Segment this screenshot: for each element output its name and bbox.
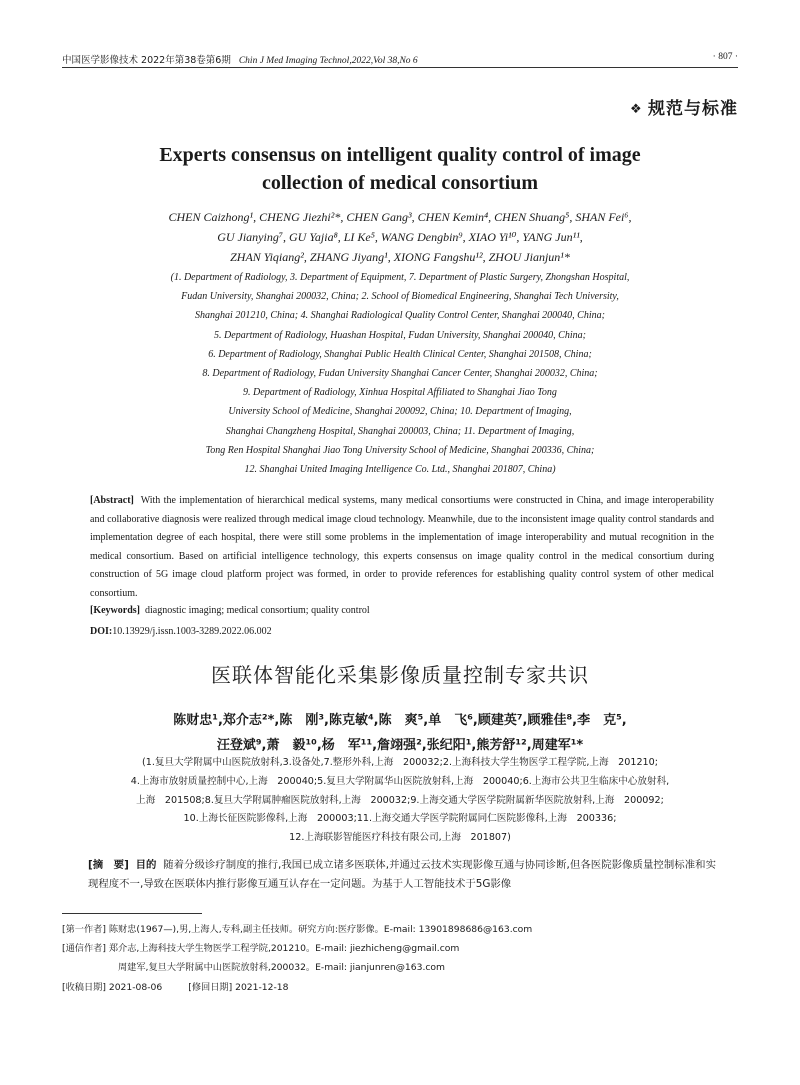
dates-note bbox=[62, 978, 738, 997]
abstract-cn-label: [摘 要] bbox=[88, 859, 129, 871]
affiliations-en bbox=[64, 268, 736, 479]
first-author-note bbox=[62, 920, 738, 939]
abstract-en-text: With the implementation of hierarchical medical systems, many medical consortiums were constructed in China, and image interoperability and collaborative diagnosis were realized through medical image cloud technology. Meanwhile, due to the inconsistent image quality control standards and implementation degree of each hospital, there were still some problems in the implementation of image interoperability and mutual recognition in the medical consortium. Based on artificial intelligence technology, this experts consensus on image quality control in the medical consortium during construction of 5G image cloud platform project was formed, in order to provide references for establishing quality control system of other medical consortium. bbox=[90, 495, 715, 599]
article-title-cn: 医联体智能化采集影像质量控制专家共识 bbox=[211, 663, 589, 687]
affiliation-line: 5. Department of Radiology, Huashan Hospital, Fudan University, Shanghai 200040, China; bbox=[214, 329, 586, 341]
keywords-en-label: [Keywords] bbox=[90, 605, 140, 616]
affiliation-line: Fudan University, Shanghai 200032, China; 2. School of Biomedical Engineering, Shanghai Tech University, bbox=[181, 291, 619, 303]
corresponding-author-note-2 bbox=[62, 958, 738, 977]
author-list-en bbox=[80, 207, 720, 267]
affiliation-line-cn: 上海 201508;8.复旦大学附属肿瘤医院放射科,上海 200032;9.上海交通大学医学院附属新华医院放射科,上海 200092; bbox=[136, 794, 664, 806]
author-line-cn: 汪登斌⁹,萧 毅¹⁰,杨 军¹¹,詹翊强²,张纪阳¹,熊芳舒¹²,周建军¹* bbox=[216, 738, 584, 753]
article-title-en bbox=[80, 141, 720, 197]
affiliation-line: 8. Department of Radiology, Fudan University Shanghai Cancer Center, Shanghai 200032, China; bbox=[202, 368, 598, 380]
doi-line bbox=[90, 626, 714, 637]
abstract-en bbox=[90, 492, 714, 603]
keywords-en bbox=[90, 605, 714, 616]
section-tag bbox=[630, 94, 738, 119]
affiliation-line: Shanghai Changzheng Hospital, Shanghai 200003, China; 11. Department of Imaging, bbox=[225, 425, 575, 437]
affiliation-line: (1. Department of Radiology, 3. Department of Equipment, 7. Department of Plastic Surgery, Zhongshan Hospital, bbox=[170, 272, 630, 283]
abstract-cn bbox=[88, 856, 716, 894]
affiliation-line: 6. Department of Radiology, Shanghai Public Health Clinical Center, Shanghai 201508, China; bbox=[208, 348, 592, 360]
journal-name-en: Chin J Med Imaging Technol,2022,Vol 38,No 6 bbox=[238, 56, 418, 66]
journal-citation bbox=[62, 52, 418, 66]
section-tag-label: 规范与标准 bbox=[648, 99, 738, 119]
author-list-cn bbox=[70, 708, 730, 758]
journal-name-cn: 中国医学影像技术 2022年第38卷第6期 bbox=[62, 55, 231, 66]
abstract-cn-purpose-label: 目的 bbox=[135, 859, 157, 871]
author-line: CHEN Caizhong¹, CHENG Jiezhi²*, CHEN Gang³, CHEN Kemin⁴, CHEN Shuang⁵, SHAN Fei⁶, bbox=[168, 210, 632, 224]
affiliation-line: 12. Shanghai United Imaging Intelligence Co. Ltd., Shanghai 201807, China) bbox=[244, 464, 556, 476]
author-line: ZHAN Yiqiang², ZHANG Jiyang¹, XIONG Fangshu¹², ZHOU Jianjun¹* bbox=[230, 250, 570, 264]
doi-text: 10.13929/j.issn.1003-3289.2022.06.002 bbox=[112, 626, 272, 637]
footnotes bbox=[62, 920, 738, 997]
first-author-label: [第一作者] bbox=[62, 924, 106, 935]
abstract-en-label: [Abstract] bbox=[90, 495, 134, 506]
corresponding-label: [通信作者] bbox=[62, 943, 106, 955]
footnote-rule bbox=[62, 913, 202, 914]
affiliation-line: 9. Department of Radiology, Xinhua Hospital Affiliated to Shanghai Jiao Tong bbox=[243, 387, 557, 399]
title-en-line: Experts consensus on intelligent quality control of image bbox=[159, 144, 641, 166]
affiliation-line-cn: 12.上海联影智能医疗科技有限公司,上海 201807) bbox=[289, 832, 511, 844]
header-rule bbox=[62, 67, 738, 68]
title-en-line: collection of medical consortium bbox=[261, 172, 539, 194]
running-header bbox=[62, 52, 738, 68]
affiliation-line: Shanghai 201210, China; 4. Shanghai Radiological Quality Control Center, Shanghai 200040, China; bbox=[195, 310, 605, 322]
corresponding-text: 郑介志,上海科技大学生物医学工程学院,201210。E-mail: jiezhicheng@gmail.com bbox=[108, 943, 460, 955]
revised-label: [修回日期] bbox=[188, 981, 233, 993]
affiliation-line: Tong Ren Hospital Shanghai Jiao Tong University School of Medicine, Shanghai 200336, China; bbox=[205, 444, 595, 456]
affiliation-line-cn: 4.上海市放射质量控制中心,上海 200040;5.复旦大学附属华山医院放射科,上海 200040;6.上海市公共卫生临床中心放射科, bbox=[130, 775, 670, 787]
affiliation-line-cn: 10.上海长征医院影像科,上海 200003;11.上海交通大学医学院附属同仁医院影像科,上海 200336; bbox=[183, 813, 617, 825]
corresponding-text: 周建军,复旦大学附属中山医院放射科,200032。E-mail: jianjunren@163.com bbox=[118, 962, 445, 974]
affiliation-line: University School of Medicine, Shanghai 200092, China; 10. Department of Imaging, bbox=[228, 406, 572, 418]
page-number: · 807 · bbox=[712, 52, 738, 62]
corresponding-author-note bbox=[62, 939, 738, 958]
diamond-cluster-icon: ❖ bbox=[630, 102, 643, 117]
received-date: 2021-08-06 bbox=[108, 981, 163, 993]
affiliations-cn bbox=[62, 754, 738, 848]
author-line-cn: 陈财忠¹,郑介志²*,陈 刚³,陈克敏⁴,陈 爽⁵,单 飞⁶,顾建英⁷,顾雅佳⁸,李 克⁵, bbox=[173, 713, 627, 728]
revised-date: 2021-12-18 bbox=[235, 981, 289, 993]
affiliation-line-cn: (1.复旦大学附属中山医院放射科,3.设备处,7.整形外科,上海 200032;2.上海科技大学生物医学工程学院,上海 201210; bbox=[141, 757, 658, 768]
abstract-cn-text: 随着分级诊疗制度的推行,我国已成立诸多医联体,并通过云技术实现影像互通与协同诊断,但各医院影像质量控制标准和实现程度不一,导致在医联体内推行影像互通互认存在一定问题。为基于人工智能技术于5G影像 bbox=[88, 859, 717, 890]
author-line: GU Jianying⁷, GU Yajia⁸, LI Ke⁵, WANG Dengbin⁹, XIAO Yi¹⁰, YANG Jun¹¹, bbox=[217, 230, 583, 244]
doi-label: DOI: bbox=[90, 626, 113, 637]
first-author-text: 陈财忠(1967—),男,上海人,专科,副主任技师。研究方向:医疗影像。E-mail: 13901898686@163.com bbox=[108, 924, 533, 935]
received-label: [收稿日期] bbox=[62, 981, 106, 993]
keywords-en-text: diagnostic imaging; medical consortium; quality control bbox=[145, 605, 370, 616]
